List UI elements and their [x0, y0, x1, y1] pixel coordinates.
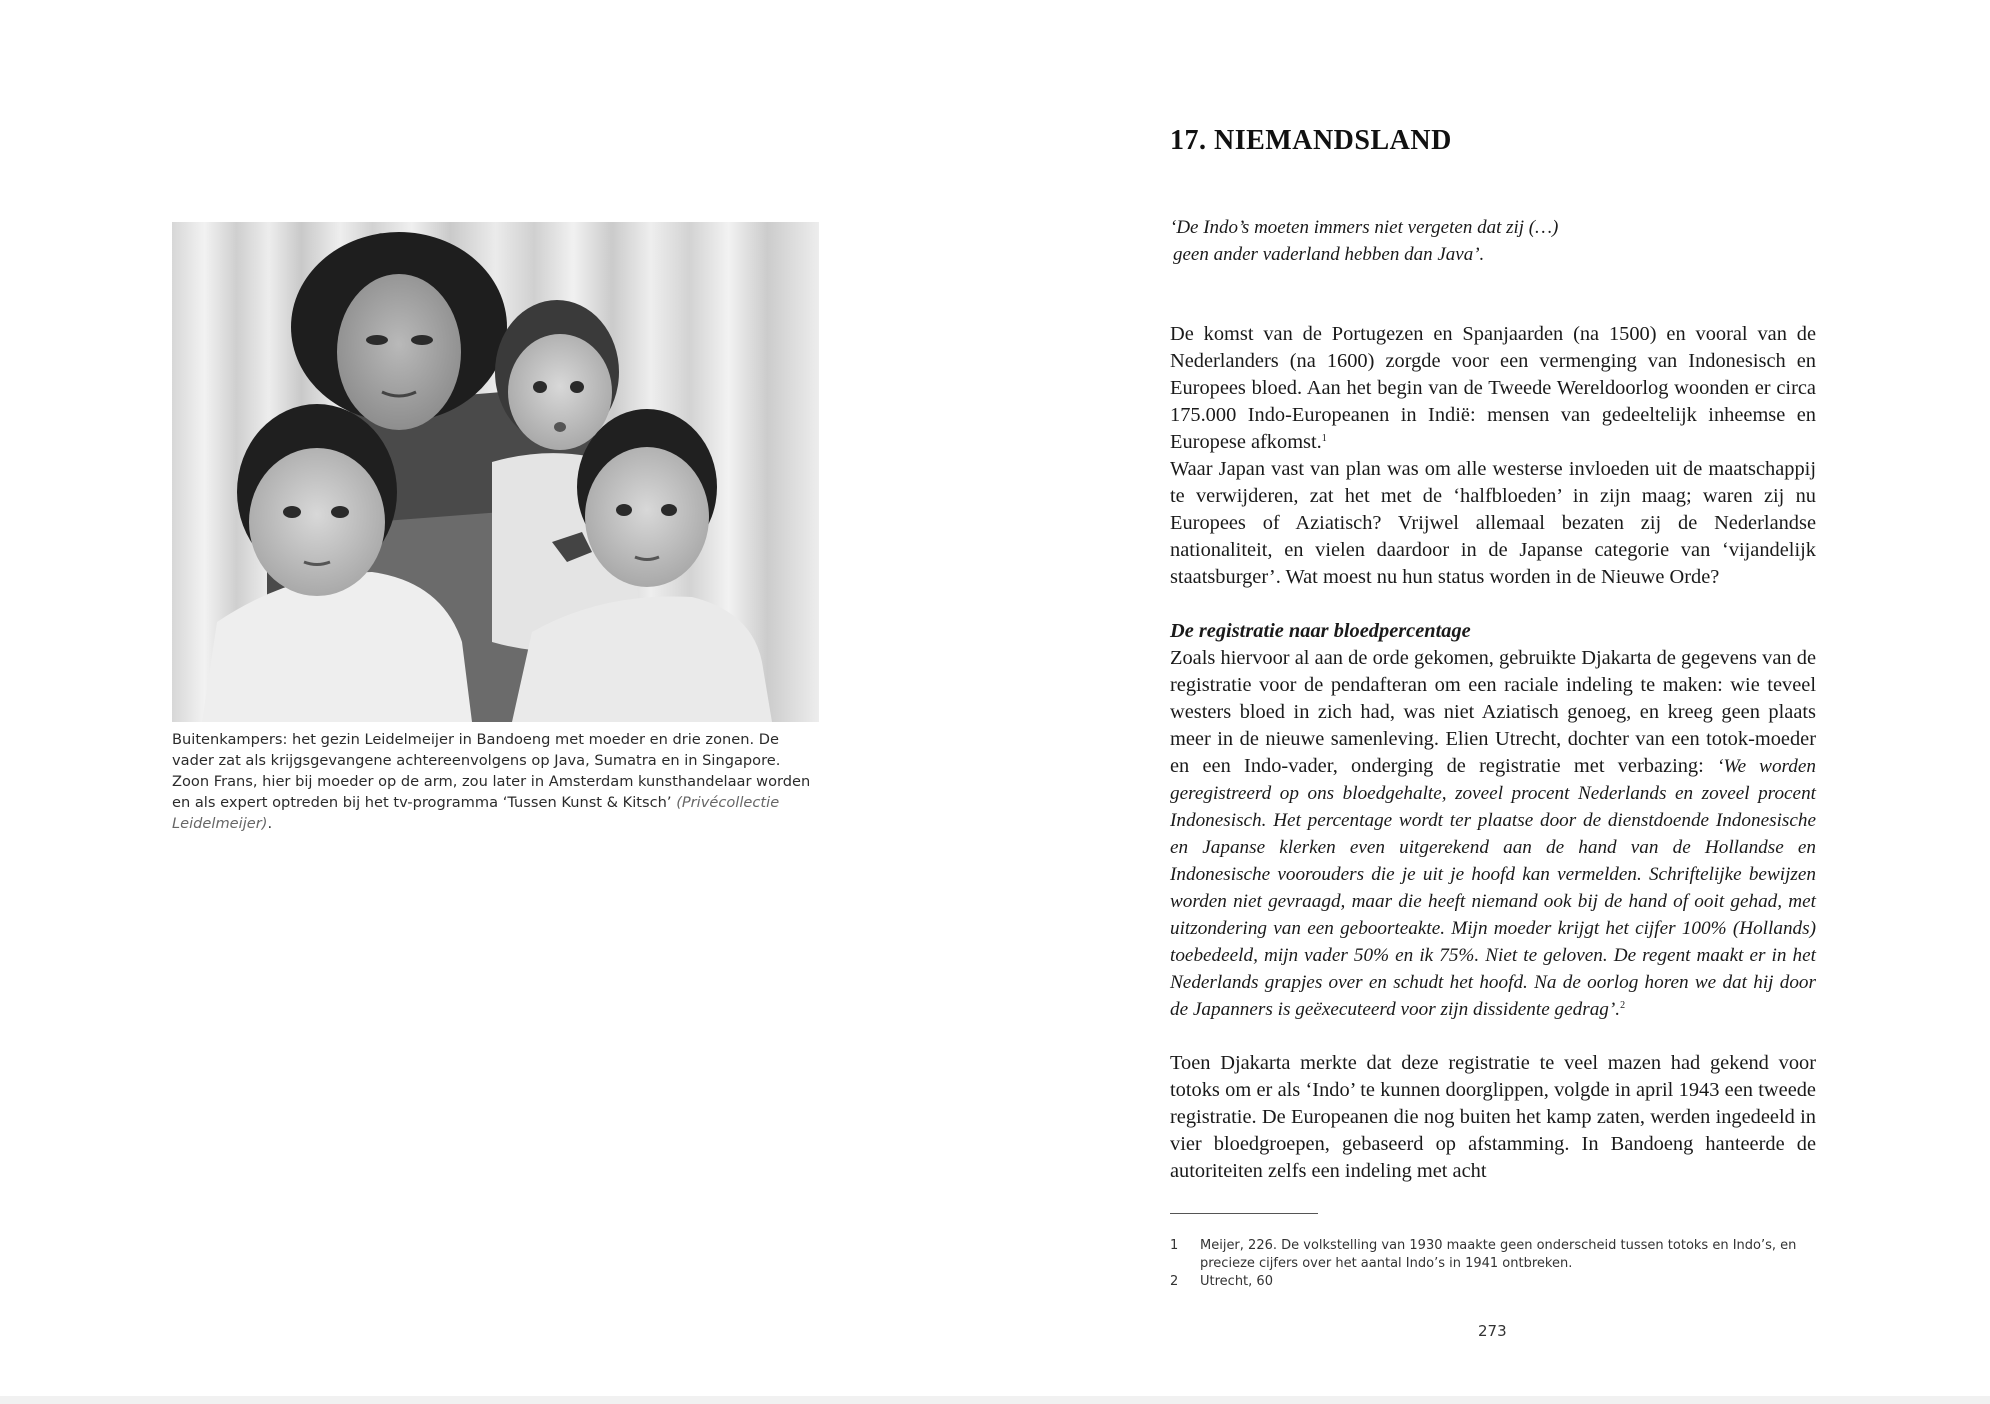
- family-photo-image: [172, 222, 819, 722]
- epigraph-line: ‘De Indo’s moeten immers niet vergeten dat zij (…): [1170, 217, 1559, 238]
- footnote-number: 2: [1170, 1274, 1179, 1289]
- footnotes: [1170, 1237, 1820, 1291]
- epigraph-line: geen ander vaderland hebben dan Java’.: [1173, 244, 1485, 265]
- family-photo: [172, 222, 819, 722]
- paragraph: Toen Djakarta merkte dat deze registratie te veel mazen had gekend voor totoks om er als ‘Indo’ te kunnen doorglippen, volgde in april 1943 een tweede registratie. De Europeanen die nog buiten het kamp zaten, werden ingedeeld in vier bloedgroepen, gebaseerd op afstamming. In Bandoeng hanteerde de autoriteiten zelfs een indeling met acht: [1170, 1052, 1816, 1182]
- page-edge: [0, 1396, 1990, 1404]
- caption-end: .: [267, 815, 273, 832]
- section-heading: De registratie naar bloedpercentage: [1170, 620, 1471, 642]
- page-number: 273: [1478, 1322, 1507, 1340]
- footnote-divider: [1170, 1213, 1318, 1214]
- block-quote: ‘We worden geregistreerd op ons bloedgehalte, zoveel procent Nederlands en zoveel procent Indonesisch. Het percentage wordt ter plaatse door de dienstdoende Indonesische en Japanse klerken even uitgerekend aan de hand van de Hollandse en Indonesische voorouders die je uit je hoofd kan vermelden. Schriftelijke bewijzen worden niet gevraagd, maar die heeft niemand ook bij de hand of ooit gehad, met uitzondering van een geboorteakte. Mijn moeder krijgt het cijfer 100% (Hollands) toebedeeld, mijn vader 50% en ik 75%. Niet te geloven. De regent maakt er in het Nederlands grapjes over en schudt het hoofd. Na de oorlog horen we dat hij door de Japanners is geëxecuteerd voor zijn dissidente gedrag’.: [1170, 756, 1816, 1020]
- footnote-text: Meijer, 226. De volkstelling van 1930 maakte geen onderscheid tussen totoks en Indo’s, en precieze cijfers over het aantal Indo’s in 1941 ontbreken.: [1200, 1238, 1797, 1271]
- chapter-title: 17. NIEMANDSLAND: [1170, 125, 1452, 156]
- paragraph: Zoals hiervoor al aan de orde gekomen, gebruikte Djakarta de gegevens van de registratie voor de pendafteran om een raciale indeling te maken: wie teveel westers bloed in zich had, was niet Aziatisch genoeg, en kreeg geen plaats meer in de nieuwe samenleving. Elien Utrecht, dochter van een totok-moeder en een Indo-vader, onderging de registratie met verbazing: ‘We worden geregistreerd op ons bloedgehalte, zoveel procent Nederlands en zoveel procent Indonesisch. Het percentage wordt ter plaatse door de dienstdoende Indonesische en Japanse klerken even uitgerekend aan de hand van de Hollandse en Indonesische voorouders die je uit je hoofd kan vermelden. Schriftelijke bewijzen worden niet gevraagd, maar die heeft niemand ook bij de hand of ooit gehad, met uitzondering van een geboorteakte. Mijn moeder krijgt het cijfer 100% (Hollands) toebedeeld, mijn vader 50% en ik 75%. Niet te geloven. De regent maakt er in het Nederlands grapjes over en schudt het hoofd. Na de oorlog horen we dat hij door de Japanners is geëxecuteerd voor zijn dissidente gedrag’.$^2$: [1170, 647, 1816, 1020]
- footnote-ref[interactable]: 2: [1620, 1000, 1626, 1011]
- body-text: [1170, 321, 1816, 1185]
- footnote-text: Utrecht, 60: [1200, 1274, 1273, 1289]
- caption-credit: (Privécollectie Leidelmeijer): [172, 794, 780, 832]
- caption-text: Buitenkampers: het gezin Leidelmeijer in Bandoeng met moeder en drie zonen. De vader zat als krijgsgevangene achtereenvolgens op Java, Sumatra en in Singapore. Zoon Frans, hier bij moeder op de arm, zou later in Amsterdam kunsthandelaar worden en als expert optreden bij het tv-programma ‘Tussen Kunst & Kitsch’: [172, 731, 811, 811]
- paragraph: De komst van de Portugezen en Spanjaarden (na 1500) en vooral van de Nederlanders (na 1600) zorgde voor een vermenging van Indonesisch en Europees bloed. Aan het begin van de Tweede Wereldoorlog woonden er circa 175.000 Indo-Europeanen in Indië: mensen van gedeeltelijk inheemse en Europese afkomst.$^1$: [1170, 323, 1816, 453]
- paragraph: Waar Japan vast van plan was om alle westerse invloeden uit de maatschappij te verwijderen, zat het met de ‘halfbloeden’ in zijn maag; waren zij nu Europees of Aziatisch? Vrijwel allemaal bezaten zij de Nederlandse nationaliteit, en vielen daardoor in de Japanse categorie van ‘vijandelijk staatsburger’. Wat moest nu hun status worden in de Nieuwe Orde?: [1170, 458, 1816, 588]
- footnote-number: 1: [1170, 1238, 1179, 1253]
- footnote: [1170, 1237, 1820, 1273]
- epigraph: [1170, 214, 1558, 268]
- footnote: [1170, 1273, 1820, 1291]
- photo-caption: [172, 729, 822, 834]
- footnote-ref[interactable]: 1: [1321, 433, 1327, 444]
